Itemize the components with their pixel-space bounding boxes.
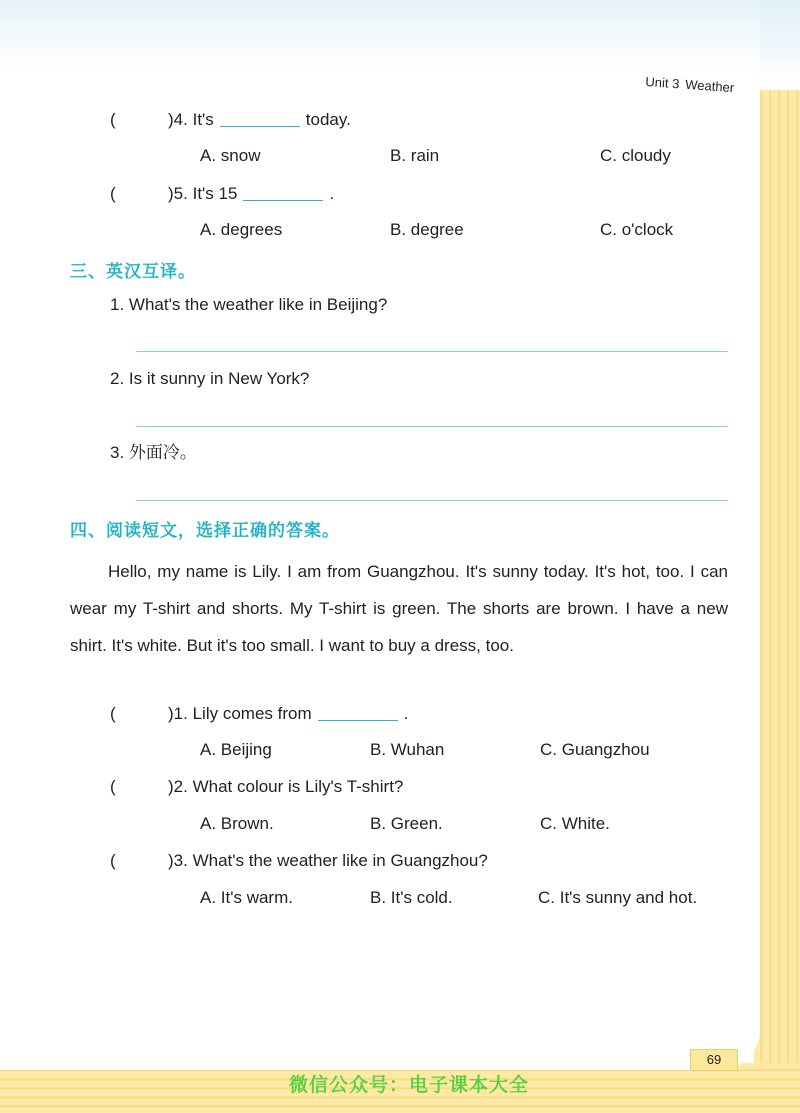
question-row: ( )1. Lily comes from . (110, 704, 409, 723)
option-b: B. Wuhan (370, 740, 445, 759)
page-top-fade (0, 0, 760, 70)
reading-passage: Hello, my name is Lily. I am from Guangzhou. It's sunny today. It's hot, too. I can wear my T-shirt and shorts. My T-shirt is green. The shorts are brown. I have a new shirt. It's white. But it's too small. I want to buy a dress, too. (70, 562, 728, 655)
answer-bracket[interactable]: ( (110, 110, 116, 129)
answer-line[interactable] (136, 426, 728, 427)
fill-blank[interactable] (220, 108, 300, 127)
question-row: ( )3. What's the weather like in Guangzhou? (110, 851, 488, 870)
option-a: A. degrees (200, 220, 283, 239)
answer-bracket[interactable]: ( (110, 777, 116, 796)
answer-bracket[interactable]: ( (110, 704, 116, 723)
option-b: B. It's cold. (370, 888, 453, 907)
option-c: C. It's sunny and hot. (538, 888, 698, 907)
option-b: B. degree (390, 220, 464, 239)
option-c: C. cloudy (600, 146, 671, 165)
question-number: 4. (173, 110, 188, 129)
translate-item: 2. Is it sunny in New York? (110, 369, 310, 388)
question-row: ( )2. What colour is Lily's T-shirt? (110, 777, 404, 796)
translate-item: 3. 外面冷。 (110, 443, 197, 462)
question-stem: Lily comes from (192, 704, 312, 723)
option-c: C. White. (540, 814, 610, 833)
fill-blank[interactable] (318, 702, 398, 721)
question-number: 5. (173, 184, 188, 203)
header-title: Weather (684, 76, 735, 96)
book-edge-right (754, 90, 800, 1113)
header-unit: Unit 3 (644, 74, 680, 92)
option-a: A. It's warm. (200, 888, 293, 907)
option-a: A. Beijing (200, 740, 272, 759)
watermark: 微信公众号：电子课本大全 (289, 1074, 530, 1096)
option-b: B. Green. (370, 814, 443, 833)
option-c: C. Guangzhou (540, 740, 650, 759)
question-row: ( )4. It's today. (110, 110, 351, 129)
question-stem-tail: . (403, 704, 409, 723)
question-number: 3. (173, 851, 188, 870)
option-a: A. snow (200, 146, 261, 165)
question-stem-tail: today. (305, 110, 351, 129)
section-title-reading: 四、阅读短文，选择正确的答案。 (70, 521, 340, 541)
question-number: 1. (173, 704, 188, 723)
page-number: 69 (690, 1049, 738, 1071)
answer-line[interactable] (136, 351, 728, 352)
option-a: A. Brown. (200, 814, 274, 833)
option-b: B. rain (390, 146, 440, 165)
question-stem: It's (192, 110, 214, 129)
fill-blank[interactable] (243, 182, 323, 201)
option-c: C. o'clock (600, 220, 674, 239)
question-stem: What's the weather like in Guangzhou? (192, 851, 488, 870)
answer-line[interactable] (136, 500, 728, 501)
answer-bracket[interactable]: ( (110, 851, 116, 870)
translate-item: 1. What's the weather like in Beijing? (110, 295, 388, 314)
question-row: ( )5. It's 15 . (110, 184, 335, 203)
question-stem-tail: . (329, 184, 335, 203)
answer-bracket[interactable]: ( (110, 184, 116, 203)
question-number: 2. (173, 777, 188, 796)
question-stem: It's 15 (192, 184, 238, 203)
section-title-translate: 三、英汉互译。 (70, 262, 196, 282)
question-stem: What colour is Lily's T-shirt? (192, 777, 404, 796)
